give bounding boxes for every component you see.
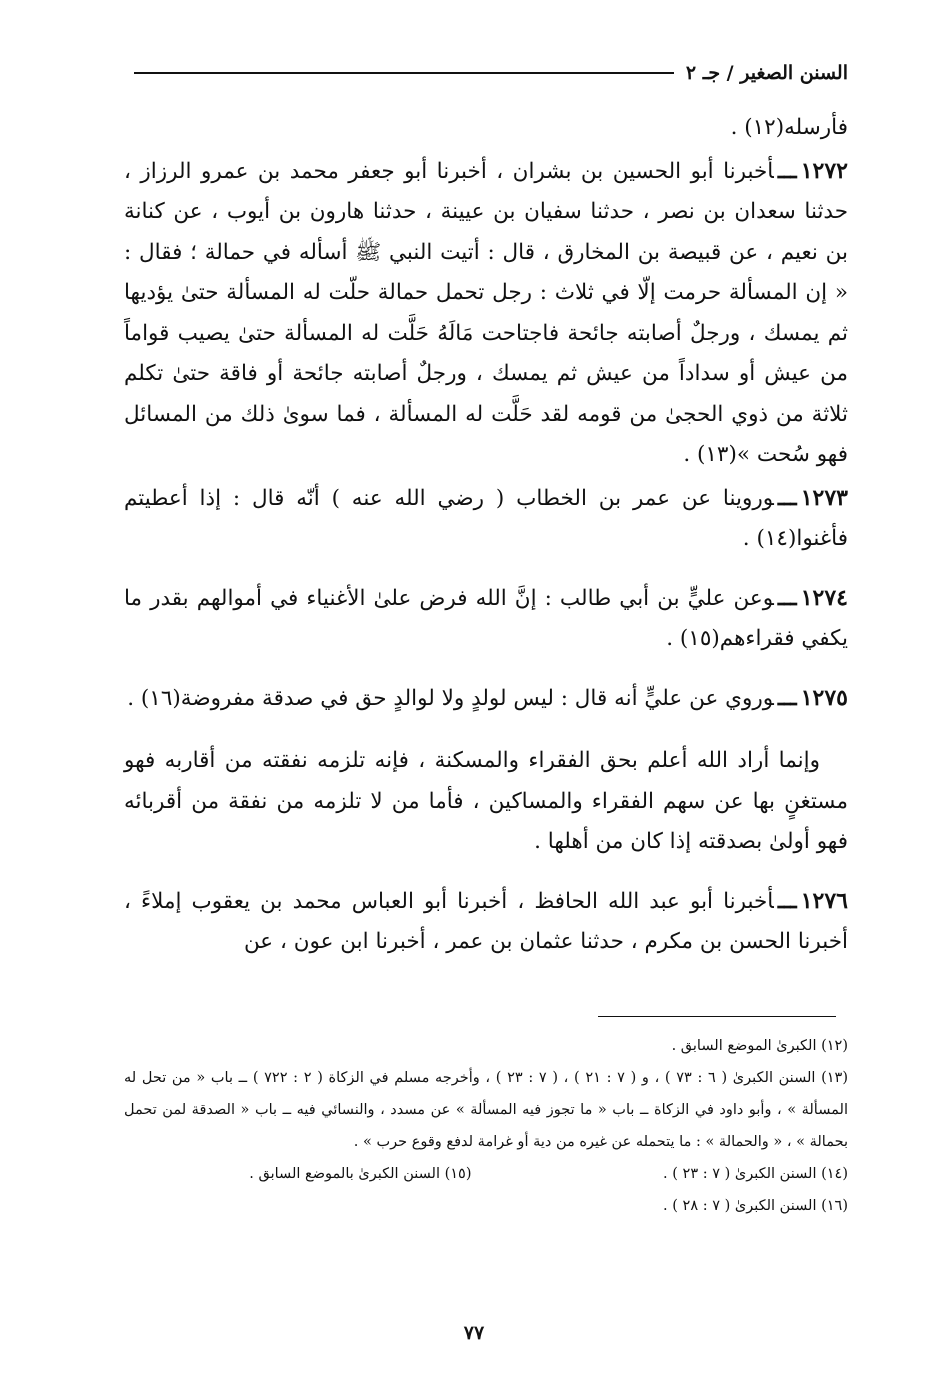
footnote-15: (١٥) السنن الكبرىٰ بالموضع السابق . (249, 1166, 472, 1182)
footnote-13: (١٣) السنن الكبرىٰ ( ٦ : ٧٣ ) ، و ( ٧ : ٢١ ) ، ( ٧ : ٢٣ ) ، وأخرجه مسلم في الزكاة ( ٢ : ٧٢٢ ) ــ باب « من تحل له المسألة » ، وأبو داود في الزكاة ــ باب « ما تجوز فيه المسألة » عن مسدد ، والنسائي فيه ــ باب « الصدقة لمن تحمل بحمالة » ، « والحمالة » : ما يتحمله عن غيره من دية أو غرامة لدفع وقوع حرب » . (124, 1070, 849, 1150)
running-header (134, 58, 848, 88)
hadith-dash: ـــ (777, 685, 797, 711)
hadith-1272 (124, 151, 848, 476)
footnote-14: (١٤) السنن الكبرىٰ ( ٧ : ٢٣ ) . (663, 1166, 848, 1182)
page-number: ٧٧ (463, 1322, 485, 1344)
footnote-12: (١٢) الكبرىٰ الموضع السابق . (671, 1038, 848, 1054)
hadith-1275 (124, 678, 848, 720)
footnotes (124, 1030, 848, 1222)
header-rule (134, 72, 674, 74)
hadith-dash: ـــ (777, 585, 797, 611)
hadith-text: أخبرنا أبو الحسين بن بشران ، أخبرنا أبو جعفر محمد بن عمرو الرزاز ، حدثنا سعدان بن نصر ، حدثنا سفيان بن عيينة ، حدثنا هارون بن أيوب ، عن كنانة بن نعيم ، عن قبيصة بن المخارق ، قال : أتيت النبي ﷺ أسأله في حمالة ؛ فقال : « إن المسألة حرمت إلّا في ثلاث : رجل تحمل حمالة حلّت له المسألة حتىٰ يؤديها ثم يمسك ، ورجلٌ أصابته جائحة فاجتاحت مَالَهُ حَلَّت له المسألة حتىٰ يصيب قواماً من عيش أو سداداً من عيش ثم يمسك ، ورجلٌ أصابته جائحة أو فاقة حتىٰ تكلم ثلاثة من ذوي الحجىٰ من قومه لقد حَلَّت له المسألة ، فما سوىٰ ذلك من المسائل فهو سُحت »(١٣) . (124, 158, 848, 467)
hadith-1274 (124, 578, 848, 660)
hadith-dash: ـــ (777, 888, 797, 914)
hadith-text: وعن عليٍّ بن أبي طالب : إنَّ الله فرض علىٰ الأغنياء في أموالهم بقدر ما يكفي فقراءهم(١٥) . (124, 585, 848, 651)
hadith-dash: ـــ (777, 485, 797, 511)
hadith-text: أخبرنا أبو عبد الله الحافظ ، أخبرنا أبو العباس محمد بن يعقوب إملاءً ، أخبرنا الحسن بن مكرم ، حدثنا عثمان بن عمر ، أخبرنا ابن عون ، عن (124, 888, 848, 954)
paragraph-continuation: فأرسله(١٢) . (730, 115, 848, 140)
footnote-16: (١٦) السنن الكبرىٰ ( ٧ : ٢٨ ) . (663, 1198, 848, 1214)
hadith-number: ١٢٧٦ (800, 887, 848, 914)
footnote-row (124, 1158, 848, 1190)
hadith-1273 (124, 478, 848, 560)
hadith-text: وروي عن عليٍّ أنه قال : ليس لولدٍ ولا لوالدٍ حق في صدقة مفروضة(١٦) . (127, 685, 774, 711)
hadith-text: وروينا عن عمر بن الخطاب ( رضي الله عنه ) أنّه قال : إذا أعطيتم فأغنوا(١٤) . (124, 485, 848, 551)
hadith-number: ١٢٧٤ (800, 584, 848, 611)
hadith-number: ١٢٧٥ (800, 684, 848, 711)
hadith-number: ١٢٧٢ (800, 157, 848, 184)
commentary-paragraph: وإنما أراد الله أعلم بحق الفقراء والمسكنة ، فإنه تلزمه نفقته من أقاربه فهو مستغنٍ بها عن سهم الفقراء والمساكين ، فأما من لا تلزمه من نفقة من أقربائه فهو أولىٰ بصدقته إذا كان من أهلها . (124, 748, 848, 854)
main-text (124, 108, 848, 963)
hadith-1276 (124, 881, 848, 963)
footnote-separator (598, 1016, 836, 1017)
header-title: السنن الصغير / جـ ٢ (685, 62, 848, 84)
hadith-dash: ـــ (777, 158, 797, 184)
hadith-number: ١٢٧٣ (800, 484, 848, 511)
